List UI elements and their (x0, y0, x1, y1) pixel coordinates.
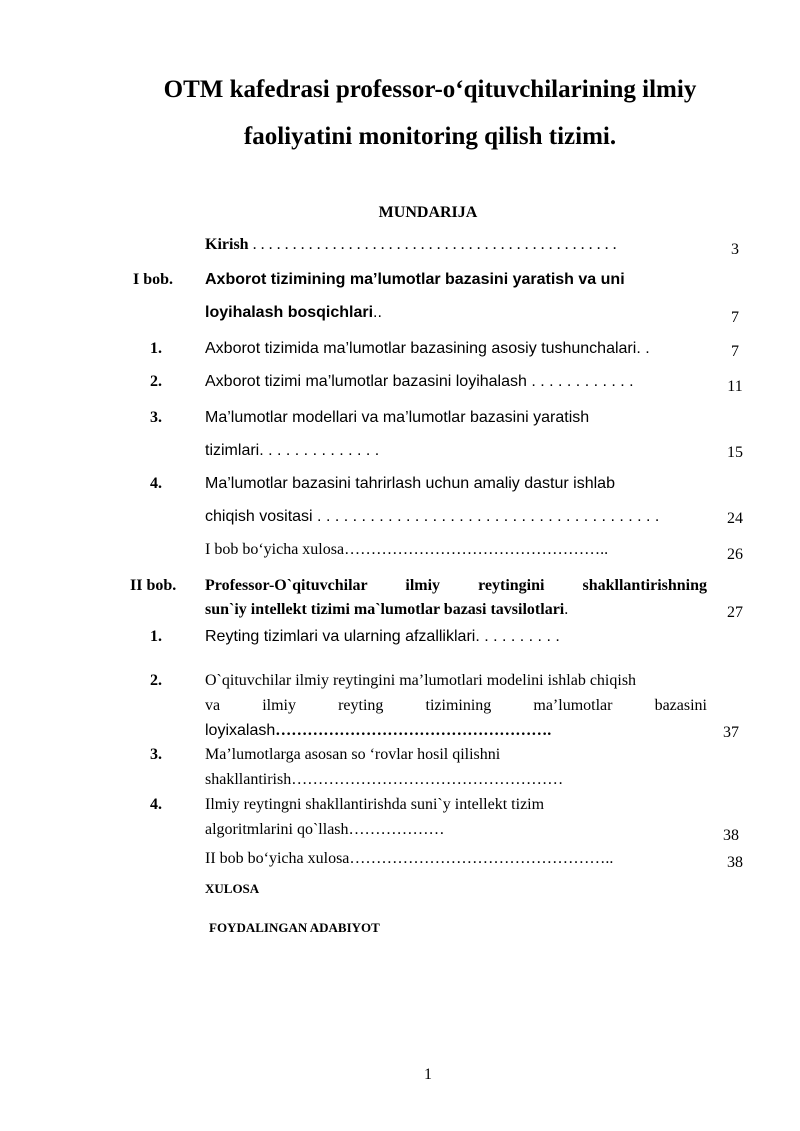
chapter-2-title-line-2[interactable] (205, 600, 568, 620)
section-1-4-title-line-1[interactable]: Ma’lumotlar bazasini tahrirlash uchun amaliy dastur ishlab (205, 475, 615, 492)
chapter-1-title-text: loyihalash bosqichlari (205, 304, 374, 321)
section-1-2-title[interactable]: Axborot tizimi ma’lumotlar bazasini loyihalash . . . . . . . . . . . . (205, 373, 634, 390)
section-2-1-number: 1. (150, 628, 162, 645)
chapter-2-marker: II bob. (130, 577, 177, 594)
chapter-1-summary[interactable]: I bob bo‘yicha xulosa………………………………………….. (205, 541, 609, 558)
chapter-1-page-number: 7 (731, 309, 739, 326)
section-1-4-title-line-2[interactable]: chiqish vositasi . . . . . . . . . . . . . . . . . . . . . . . . . . . . . . . . . . . . . . . (205, 508, 660, 525)
chapter-1-title-tail: .. (373, 304, 382, 321)
section-2-3-number: 3. (150, 746, 162, 763)
chapter-2-title-text: sun`iy intellekt tizimi ma`lumotlar bazasi tavsilotlari (205, 601, 565, 618)
section-1-3-number: 3. (150, 409, 162, 426)
section-2-4-number: 4. (150, 796, 162, 813)
section-1-3-title-line-1[interactable]: Ma’lumotlar modellari va ma’lumotlar bazasini yaratish (205, 409, 590, 426)
intro-dots: . . . . . . . . . . . . . . . . . . . . . . . . . . . . . . . . . . . . . . . . . . . . . . (248, 236, 617, 253)
section-1-1-page-number: 7 (731, 343, 739, 360)
toc-entry-intro[interactable] (205, 235, 617, 255)
section-2-2-number: 2. (150, 672, 162, 689)
chapter-1-title-line-2[interactable] (205, 303, 382, 323)
intro-page-number: 3 (731, 241, 739, 258)
section-1-3-page-number: 15 (727, 444, 743, 461)
page-number: 1 (424, 1066, 432, 1083)
section-2-3-title-line-1[interactable]: Ma’lumotlarga asosan so ‘rovlar hosil qilishni (205, 746, 501, 763)
chapter-2-summary[interactable]: II bob bo‘yicha xulosa………………………………………….. (205, 850, 614, 867)
intro-label: Kirish (205, 236, 249, 253)
chapter-2-page-number: 27 (727, 604, 743, 621)
section-2-2-title-line-3[interactable] (205, 721, 551, 741)
section-2-1-title[interactable]: Reyting tizimlari va ularning afzalliklari. . . . . . . . . . (205, 628, 560, 645)
section-2-4-title-line-2[interactable]: algoritmlarini qo`llash……………… (205, 821, 445, 838)
section-2-2-title-line-2[interactable]: va ilmiy reyting tizimining ma’lumotlar bazasini (205, 697, 707, 714)
section-2-2-title-dots: ……………………………………………. (275, 722, 552, 739)
document-title-line-1: OTM kafedrasi professor-o‘qituvchilarining ilmiy (163, 76, 697, 103)
section-1-2-page-number: 11 (727, 378, 743, 395)
section-1-1-title[interactable]: Axborot tizimida ma’lumotlar bazasining asosiy tushunchalari. . (205, 340, 650, 357)
toc-entry-references[interactable]: FOYDALINGAN ADABIYOT (209, 920, 380, 935)
chapter-2-summary-page-number: 38 (727, 854, 743, 871)
section-2-2-page-number: 37 (723, 724, 739, 741)
section-1-4-page-number: 24 (727, 510, 743, 527)
chapter-2-title-tail: . (564, 601, 569, 618)
section-2-4-title-line-1[interactable]: Ilmiy reytingni shakllantirishda suni`y intellekt tizim (205, 796, 545, 813)
section-2-2-title-line-1[interactable]: O`qituvchilar ilmiy reytingini ma’lumotlari modelini ishlab chiqish (205, 672, 637, 689)
chapter-1-title-line-1[interactable]: Axborot tizimining ma’lumotlar bazasini yaratish va uni (205, 271, 625, 288)
section-1-2-number: 2. (150, 373, 162, 390)
toc-entry-conclusion[interactable]: XULOSA (205, 881, 260, 896)
chapter-1-marker: I bob. (133, 271, 174, 288)
section-1-1-number: 1. (150, 340, 162, 357)
section-2-4-page-number: 38 (723, 827, 739, 844)
section-1-4-number: 4. (150, 475, 162, 492)
section-2-3-title-line-2[interactable]: shakllantirish…………………………………………… (205, 771, 564, 788)
chapter-2-title-line-1[interactable]: Professor-O`qituvchilar ilmiy reytingini shakllantirishning (205, 577, 707, 594)
toc-heading: MUNDARIJA (378, 204, 478, 221)
chapter-1-summary-page-number: 26 (727, 546, 743, 563)
section-2-2-title-text: loyixalash (205, 722, 276, 739)
section-1-3-title-line-2[interactable]: tizimlari. . . . . . . . . . . . . . (205, 442, 380, 459)
document-title-line-2: faoliyatini monitoring qilish tizimi. (243, 123, 617, 150)
